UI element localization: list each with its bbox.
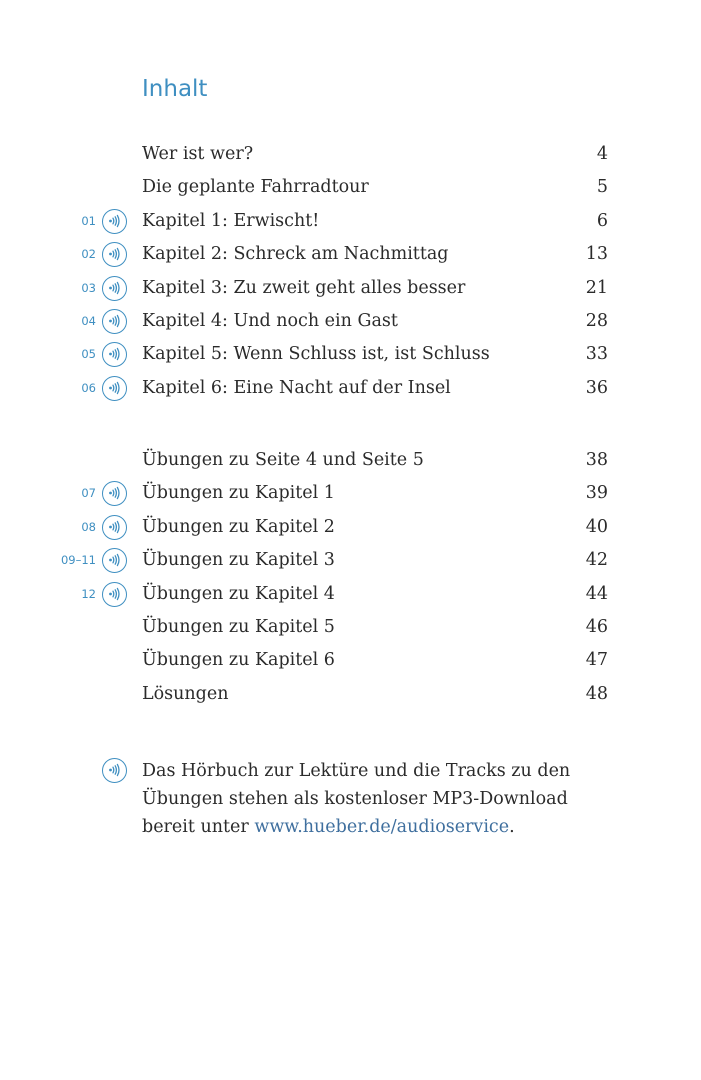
page-number: 6 xyxy=(596,210,608,231)
download-note xyxy=(142,757,612,841)
toc-entry[interactable] xyxy=(0,138,701,171)
toc-entry[interactable] xyxy=(0,372,701,405)
toc-entry[interactable] xyxy=(0,644,701,677)
page-number: 28 xyxy=(585,311,608,331)
toc-entry[interactable] xyxy=(0,205,701,238)
audio-icon[interactable] xyxy=(102,342,127,367)
track-number: 05 xyxy=(81,347,96,362)
audio-icon[interactable] xyxy=(102,209,127,234)
page-number: 5 xyxy=(596,177,608,198)
page-number: 33 xyxy=(585,344,608,365)
page-number: 4 xyxy=(596,144,608,164)
toc-title: Kapitel 2: Schreck am Nachmittag xyxy=(142,244,449,265)
toc-entry[interactable] xyxy=(0,511,701,544)
page-number: 38 xyxy=(585,450,608,470)
audio-icon[interactable] xyxy=(102,242,127,267)
audioservice-link[interactable]: www.hueber.de/audioservice xyxy=(254,817,510,837)
audio-icon[interactable] xyxy=(102,548,127,573)
track-number: 03 xyxy=(81,280,96,295)
toc-entry[interactable] xyxy=(0,305,701,338)
toc-entry[interactable] xyxy=(0,272,701,305)
audio-icon[interactable] xyxy=(102,376,127,401)
note-text: . xyxy=(509,817,515,837)
page-number: 36 xyxy=(585,377,608,398)
toc-entry[interactable] xyxy=(0,611,701,644)
track-number: 02 xyxy=(81,247,96,262)
audio-icon xyxy=(102,758,127,783)
toc-entry[interactable] xyxy=(0,578,701,611)
toc-title: Kapitel 6: Eine Nacht auf der Insel xyxy=(142,377,451,398)
toc-title: Übungen zu Kapitel 1 xyxy=(142,483,335,504)
page-number: 13 xyxy=(585,244,608,265)
page-number: 42 xyxy=(585,550,608,571)
track-number: 06 xyxy=(81,380,96,395)
track-number: 01 xyxy=(81,213,96,228)
toc-title: Die geplante Fahrradtour xyxy=(142,177,369,198)
toc-title: Übungen zu Kapitel 3 xyxy=(142,550,335,571)
audio-icon[interactable] xyxy=(102,309,127,334)
toc-entry[interactable] xyxy=(0,238,701,271)
toc-title: Kapitel 4: Und noch ein Gast xyxy=(142,311,398,331)
track-number: 04 xyxy=(81,314,96,328)
note-line xyxy=(142,813,612,841)
page-number: 48 xyxy=(585,683,608,704)
toc-title: Übungen zu Kapitel 2 xyxy=(142,516,335,537)
toc-title: Übungen zu Kapitel 6 xyxy=(142,650,335,671)
toc-title: Kapitel 5: Wenn Schluss ist, ist Schluss xyxy=(142,344,490,365)
page-number: 39 xyxy=(585,483,608,504)
page-number: 40 xyxy=(585,516,608,537)
page-number: 44 xyxy=(585,583,608,604)
track-number: 07 xyxy=(81,486,96,501)
toc-title: Lösungen xyxy=(142,683,229,704)
note-text: bereit unter xyxy=(142,817,255,837)
toc-title: Kapitel 3: Zu zweit geht alles besser xyxy=(142,277,466,298)
toc-entry[interactable] xyxy=(0,171,701,204)
page-title: Inhalt xyxy=(142,76,208,102)
toc-title: Übungen zu Kapitel 4 xyxy=(142,583,335,604)
toc-entry[interactable] xyxy=(0,544,701,577)
track-number: 12 xyxy=(81,586,96,601)
page-number: 46 xyxy=(585,617,608,637)
toc-title: Kapitel 1: Erwischt! xyxy=(142,210,320,231)
track-number: 09–11 xyxy=(60,553,96,568)
toc-entry[interactable] xyxy=(0,477,701,510)
toc-entry[interactable] xyxy=(0,338,701,371)
page-number: 47 xyxy=(585,650,608,671)
toc-title: Übungen zu Kapitel 5 xyxy=(142,617,335,637)
toc-entry[interactable] xyxy=(0,444,701,477)
audio-icon[interactable] xyxy=(102,582,127,607)
toc-entry[interactable] xyxy=(0,678,701,711)
audio-icon[interactable] xyxy=(102,515,127,540)
track-number: 08 xyxy=(81,519,96,534)
toc-title: Wer ist wer? xyxy=(142,144,254,164)
audio-icon[interactable] xyxy=(102,276,127,301)
toc-title: Übungen zu Seite 4 und Seite 5 xyxy=(142,450,424,470)
audio-icon[interactable] xyxy=(102,481,127,506)
note-line: Übungen stehen als kostenloser MP3-Download xyxy=(142,789,568,809)
page-number: 21 xyxy=(585,277,608,298)
note-line: Das Hörbuch zur Lektüre und die Tracks zu den xyxy=(142,761,571,781)
